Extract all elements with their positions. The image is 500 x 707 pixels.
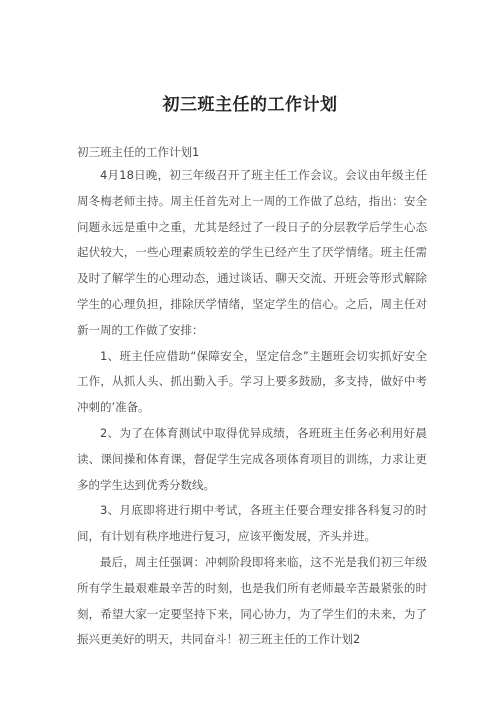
paragraph-item-2: 2、为了在体育测试中取得优异成绩，各班班主任务必利用好晨读、课间操和体育课，督促学生完成各项体育项目的训练，力求让更多的学生达到优秀分数线。 [77,425,427,492]
section-heading-2: 初三班主任的工作计划2 [238,632,361,647]
paragraph-item-3: 3、月底即将进行期中考试，各班主任要合理安排各科复习的时间，有计划有秩序地进行复习，应该平衡发展，齐头并进。 [77,503,427,544]
document-body [77,163,427,653]
paragraph-closing [77,550,427,653]
document-title: 初三班主任的工作计划 [162,95,338,115]
paragraph-meeting-summary: 4月18日晚，初三年级召开了班主任工作会议。会议由年级主任周冬梅老师主持。周主任首先对上一周的工作做了总结，指出：安全问题永远是重中之重，尤其是经过了一段日子的分层教学后学生心态起伏较大，一些心理素质较差的学生已经产生了厌学情绪。班主任需及时了解学生的心理动态，通过谈话、聊天交流、开班会等形式解除学生的心理负担，排除厌学情绪，坚定学生的信心。之后，周主任对新一周的工作做了安排： [77,168,427,337]
paragraph-item-1: 1、班主任应借助“保障安全，坚定信念”主题班会切实抓好安全工作，从抓人头、抓出勤入手。学习上要多鼓励，多支持，做好中考冲刺的’准备。 [77,348,427,415]
section-heading-1: 初三班主任的工作计划1 [77,145,200,159]
paragraph-closing-text: 最后，周主任强调：冲刺阶段即将来临，这不光是我们初三年级所有学生最艰难最辛苦的时刻，也是我们所有老师最辛苦最紧张的时刻，希望大家一定要坚持下来，同心协力，为了学生们的未来，为了振兴更美好的明天，共同奋斗！ [77,554,427,647]
